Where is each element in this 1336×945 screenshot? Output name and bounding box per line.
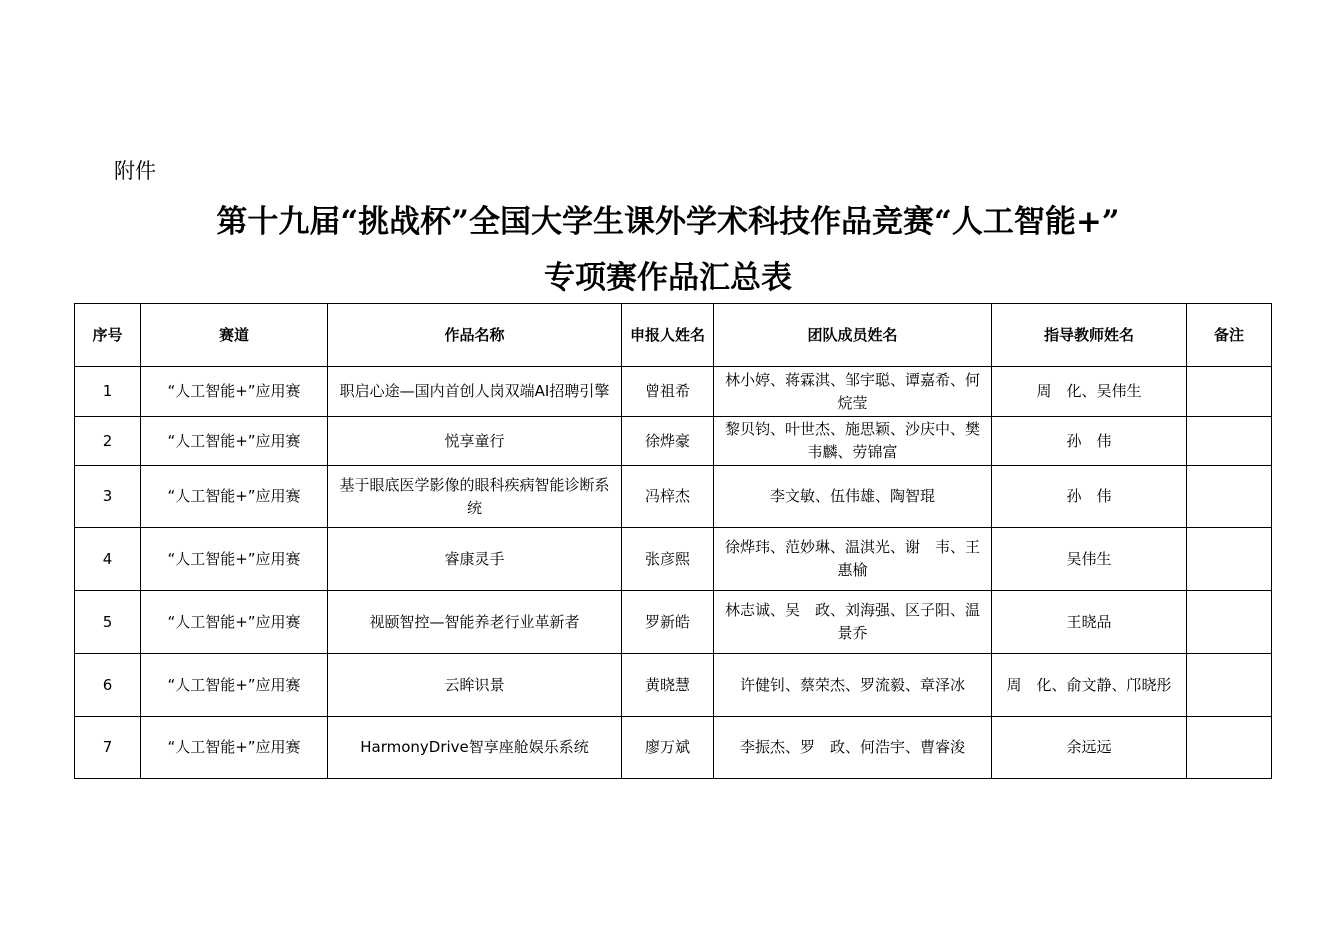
header-remark: 备注	[1187, 304, 1272, 367]
cell-remark	[1187, 367, 1272, 417]
table-row	[75, 717, 1272, 779]
annex-label: 附件	[114, 159, 156, 183]
header-track: 赛道	[141, 304, 328, 367]
document-title-line-1: 第十九届“挑战杯”全国大学生课外学术科技作品竞赛“人工智能+”	[216, 204, 1120, 240]
document-title-line-2: 专项赛作品汇总表	[544, 260, 792, 296]
cell-team-members: 黎贝钧、叶世杰、施思颖、沙庆中、樊韦麟、劳锦富	[714, 417, 992, 466]
table-row	[75, 528, 1272, 591]
cell-remark	[1187, 591, 1272, 654]
cell-track: “人工智能+”应用赛	[141, 417, 328, 466]
cell-team-members: 林志诚、吴 政、刘海强、区子阳、温景乔	[714, 591, 992, 654]
cell-team-members: 李振杰、罗 政、何浩宇、曹睿浚	[714, 717, 992, 779]
header-advisor: 指导教师姓名	[992, 304, 1187, 367]
cell-team-members: 徐烨玮、范妙琳、温淇光、谢 韦、王惠榆	[714, 528, 992, 591]
cell-work-name: 睿康灵手	[328, 528, 622, 591]
cell-track: “人工智能+”应用赛	[141, 528, 328, 591]
cell-no: 4	[75, 528, 141, 591]
cell-work-name: 基于眼底医学影像的眼科疾病智能诊断系统	[328, 466, 622, 528]
table-header-row	[75, 304, 1272, 367]
cell-advisor: 吴伟生	[992, 528, 1187, 591]
table-row	[75, 417, 1272, 466]
cell-applicant: 罗新皓	[622, 591, 714, 654]
cell-advisor: 周 化、吴伟生	[992, 367, 1187, 417]
cell-track: “人工智能+”应用赛	[141, 591, 328, 654]
cell-team-members: 李文敏、伍伟雄、陶智琨	[714, 466, 992, 528]
header-work-name: 作品名称	[328, 304, 622, 367]
table-row	[75, 654, 1272, 717]
cell-team-members: 林小婷、蒋霖淇、邹宇聪、谭嘉希、何烷莹	[714, 367, 992, 417]
cell-advisor: 余远远	[992, 717, 1187, 779]
cell-track: “人工智能+”应用赛	[141, 466, 328, 528]
cell-no: 1	[75, 367, 141, 417]
cell-advisor: 孙 伟	[992, 417, 1187, 466]
cell-no: 3	[75, 466, 141, 528]
cell-applicant: 黄晓慧	[622, 654, 714, 717]
cell-no: 2	[75, 417, 141, 466]
cell-applicant: 廖万斌	[622, 717, 714, 779]
cell-remark	[1187, 528, 1272, 591]
cell-advisor: 王晓品	[992, 591, 1187, 654]
header-team-members: 团队成员姓名	[714, 304, 992, 367]
cell-track: “人工智能+”应用赛	[141, 367, 328, 417]
cell-remark	[1187, 654, 1272, 717]
cell-applicant: 徐烨豪	[622, 417, 714, 466]
table-row	[75, 367, 1272, 417]
cell-work-name: 职启心途—国内首创人岗双端AI招聘引擎	[328, 367, 622, 417]
cell-applicant: 张彦熙	[622, 528, 714, 591]
cell-team-members: 许健钊、蔡荣杰、罗流毅、章泽冰	[714, 654, 992, 717]
cell-no: 5	[75, 591, 141, 654]
table-row	[75, 466, 1272, 528]
cell-work-name: 云眸识景	[328, 654, 622, 717]
cell-work-name: 悦享童行	[328, 417, 622, 466]
cell-work-name: 视颐智控—智能养老行业革新者	[328, 591, 622, 654]
cell-remark	[1187, 466, 1272, 528]
table-row	[75, 591, 1272, 654]
cell-no: 6	[75, 654, 141, 717]
works-summary-table	[74, 303, 1272, 779]
header-applicant: 申报人姓名	[622, 304, 714, 367]
cell-remark	[1187, 417, 1272, 466]
cell-work-name: HarmonyDrive智享座舱娱乐系统	[328, 717, 622, 779]
cell-advisor: 周 化、俞文静、邝晓彤	[992, 654, 1187, 717]
cell-applicant: 曾祖希	[622, 367, 714, 417]
cell-applicant: 冯梓杰	[622, 466, 714, 528]
cell-remark	[1187, 717, 1272, 779]
cell-advisor: 孙 伟	[992, 466, 1187, 528]
cell-track: “人工智能+”应用赛	[141, 654, 328, 717]
cell-track: “人工智能+”应用赛	[141, 717, 328, 779]
header-no: 序号	[75, 304, 141, 367]
cell-no: 7	[75, 717, 141, 779]
